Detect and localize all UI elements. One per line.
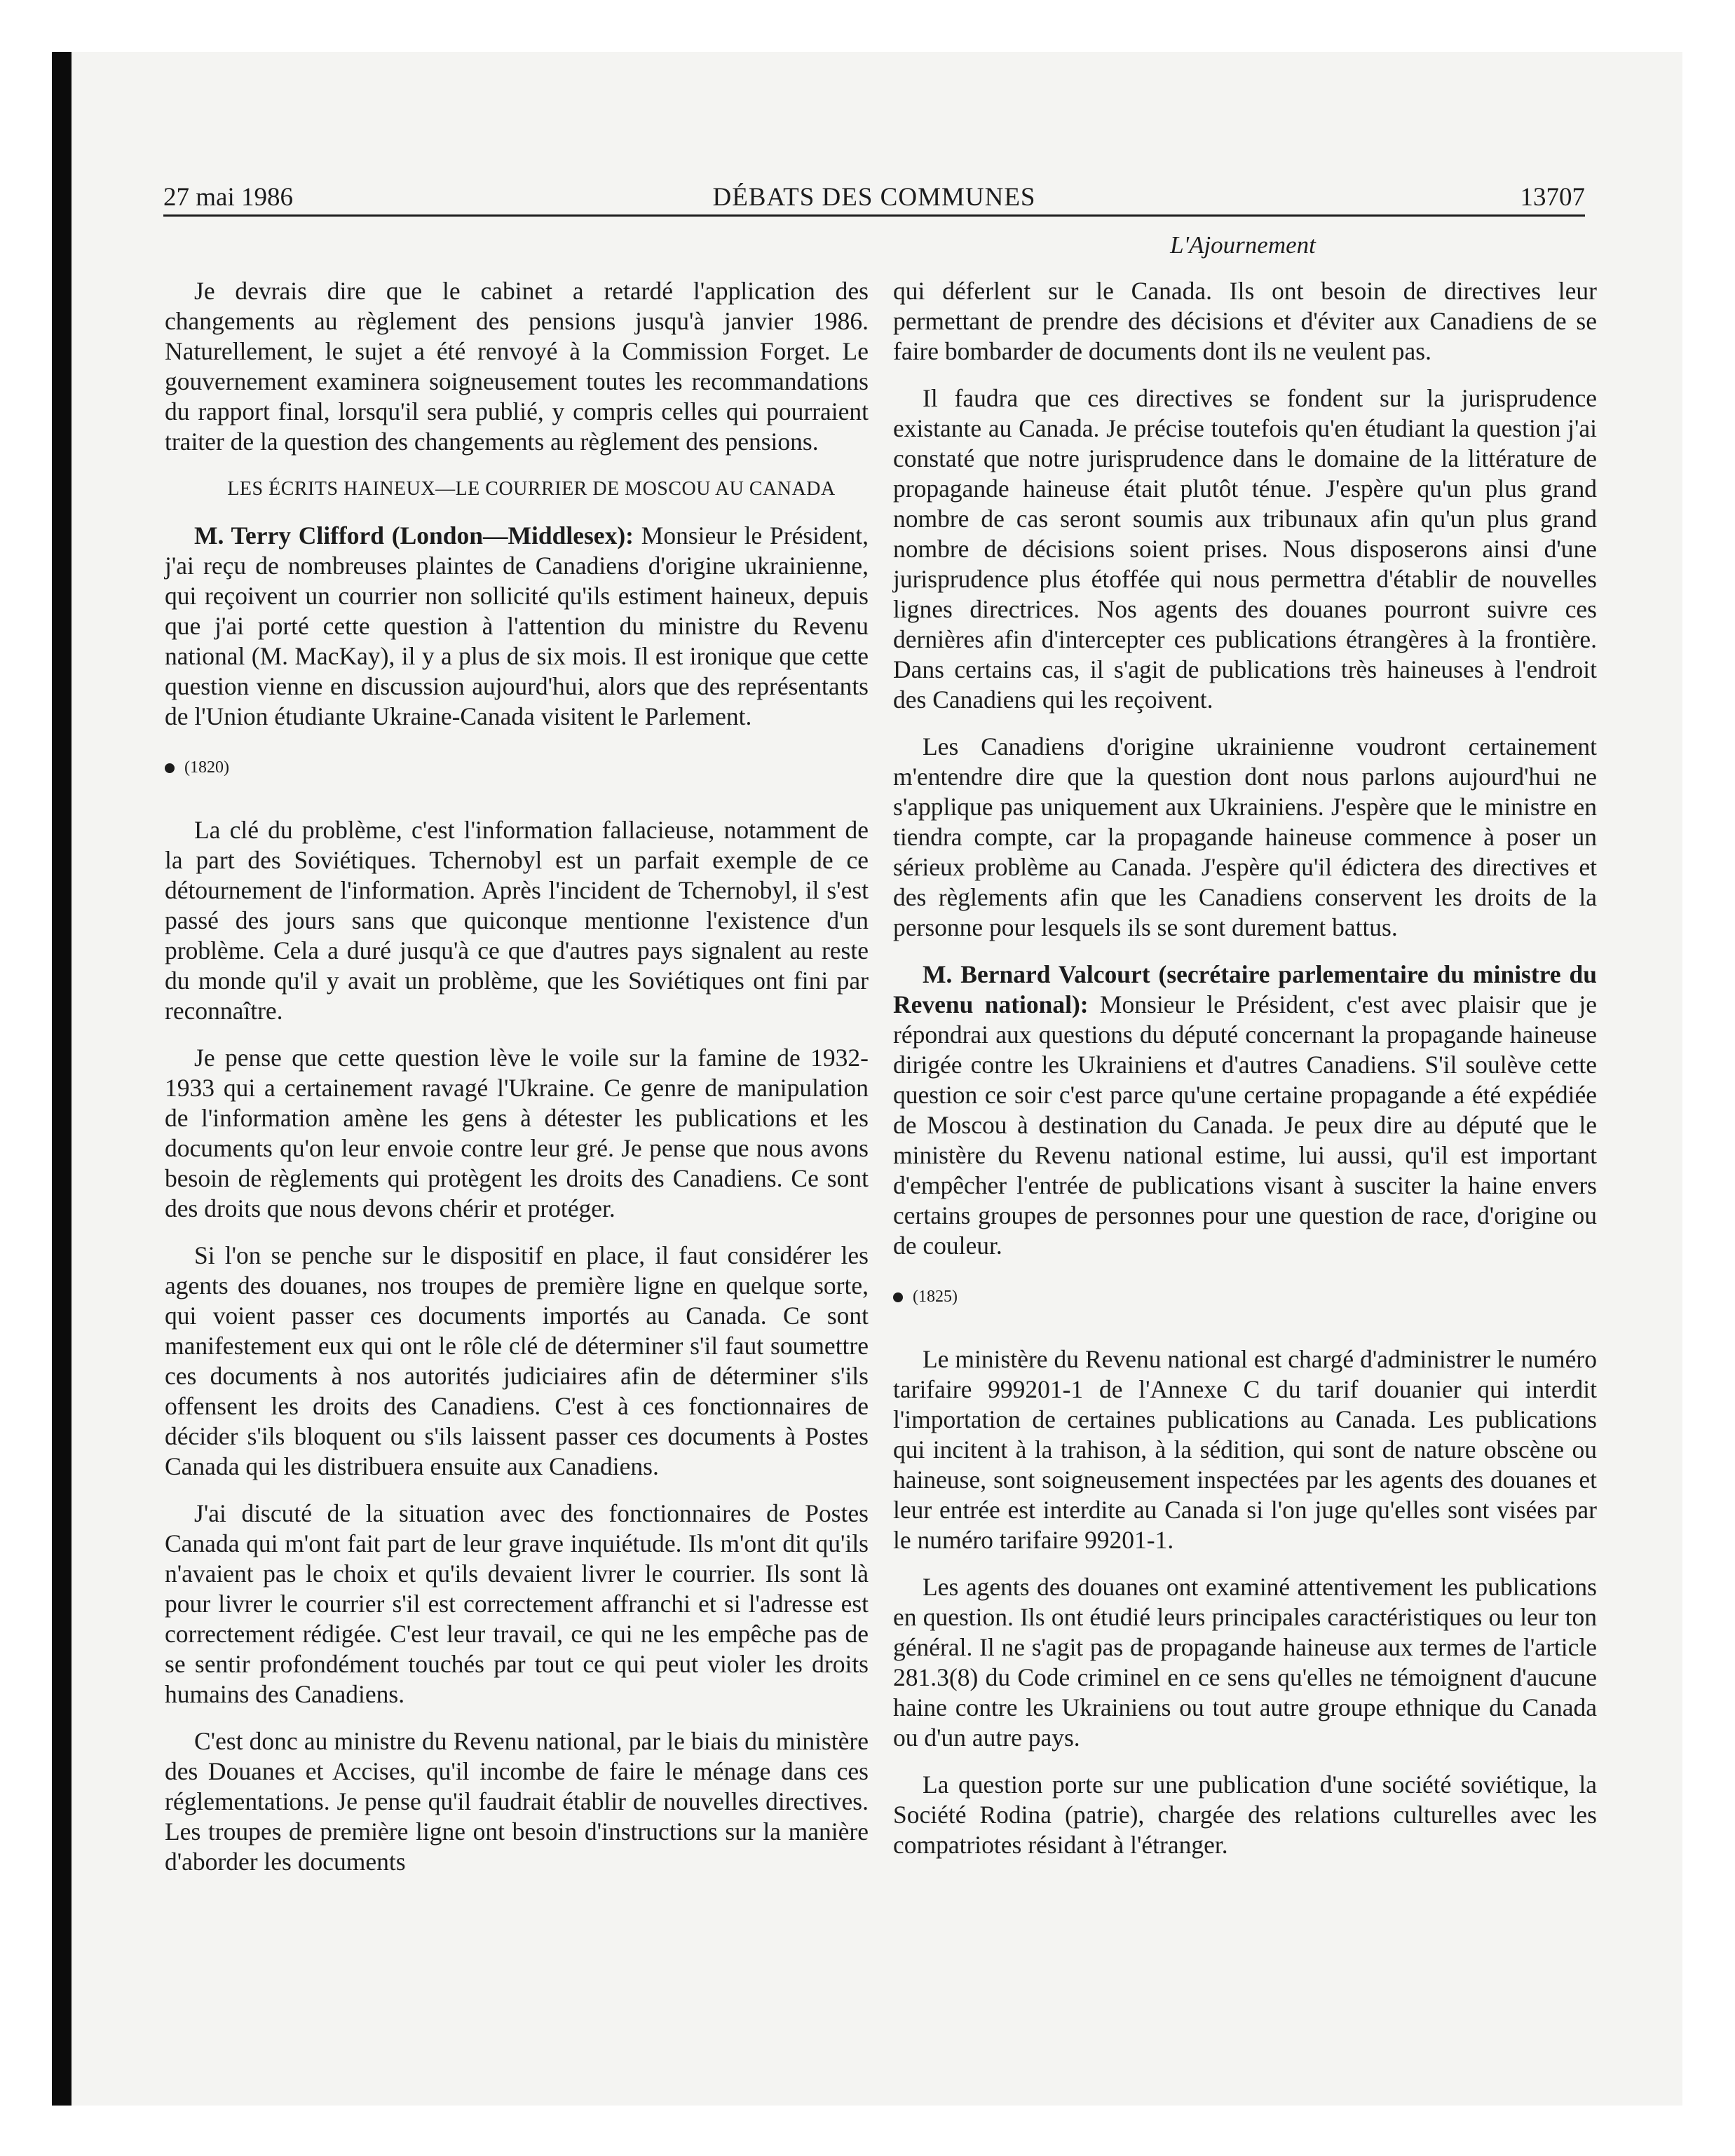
speaker-name: M. Terry Clifford (London—Middlesex): xyxy=(194,521,634,550)
right-paragraph-4 xyxy=(893,960,1597,1261)
right-paragraph-6: Les agents des douanes ont examiné attentivement les publications en question. Ils ont étudié leurs principales caractéristiques ou leur ton général. Il ne s'agit pas de propagande haineuse aux termes de l'article 281.3(8) du Code criminel en ce sens qu'elles ne témoignent d'aucune haine contre les Ukrainiens ou tout autre groupe ethnique du Canada ou d'un autre pays. xyxy=(893,1573,1597,1752)
section-subheading: LES ÉCRITS HAINEUX—LE COURRIER DE MOSCOU AU CANADA xyxy=(227,478,836,500)
section-label: L'Ajournement xyxy=(1170,231,1316,259)
right-paragraph-7: La question porte sur une publication d'une société soviétique, la Société Rodina (patrie), chargée des relations culturelles avec les compatriotes résidant à l'étranger. xyxy=(893,1770,1597,1859)
bullet-icon xyxy=(165,763,175,773)
left-paragraph-5: Si l'on se penche sur le dispositif en place, il faut considérer les agents des douanes, nos troupes de première ligne en quelque sorte, qui voient passer ces documents importés au Canada. Ce sont manifestement eux qui ont le rôle clé de déterminer s'il faut soumettre ces documents à nos autorités judiciaires afin de déterminer s'ils offensent les droits des Canadiens. C'est à ces fonctionnaires de décider s'ils bloquent ou s'ils laissent passer ces documents à Postes Canada qui les distribuera ensuite aux Canadiens. xyxy=(165,1241,869,1480)
header-page-number: 13707 xyxy=(1520,183,1585,212)
left-paragraph-6: J'ai discuté de la situation avec des fonctionnaires de Postes Canada qui m'ont fait part de leur grave inquiétude. Ils m'ont dit qu'ils n'avaient pas le choix et qu'ils devaient livrer le courrier. Ils sont là pour livrer le courrier s'il est correctement affranchi et si l'adresse est correctement rédigée. C'est leur travail, ce qui ne les empêche pas de se sentir profondément touchés par tout ce qui peut violer les droits humains des Canadiens. xyxy=(165,1499,869,1708)
header-publication: DÉBATS DES COMMUNES xyxy=(712,183,1036,212)
speaker-name: M. Bernard Valcourt (secrétaire parlementaire du ministre du Revenu national): xyxy=(893,960,1597,1018)
page-header xyxy=(163,182,1585,217)
right-paragraph-3: Les Canadiens d'origine ukrainienne voudront certainement m'entendre dire que la question dont nous parlons aujourd'hui ne s'applique pas uniquement aux Ukrainiens. J'espère que le ministre en tiendra compte, car la propagande haineuse commence à poser un sérieux problème au Canada. J'espère qu'il édictera des directives et des règlements afin que les Canadiens conservent les droits de la personne pour lesquels ils se sont durement battus. xyxy=(893,732,1597,941)
left-paragraph-3: La clé du problème, c'est l'information fallacieuse, notamment de la part des Soviétiques. Tchernobyl est un parfait exemple de ce détournement de l'information. Après l'incident de Tchernobyl, il s'est passé des jours sans que quiconque mentionne l'existence d'un problème. Cela a duré jusqu'à ce que d'autres pays signalent au reste du monde qu'il y avait un problème, que les Soviétiques ont fini par reconnaître. xyxy=(165,816,869,1025)
header-date: 27 mai 1986 xyxy=(163,183,293,212)
left-paragraph-4: Je pense que cette question lève le voile sur la famine de 1932-1933 qui a certainement ravagé l'Ukraine. Ce genre de manipulation de l'information amène les gens à détester les publications et les documents qu'on leur envoie contre leur gré. Je pense que nous avons besoin de règlements qui protègent les droits des Canadiens. Ce sont des droits que nous devons chérir et protéger. xyxy=(165,1044,869,1222)
left-paragraph-2 xyxy=(165,521,869,732)
right-paragraph-5: Le ministère du Revenu national est chargé d'administrer le numéro tarifaire 999201-1 de l'Annexe C du tarif douanier qui interdit l'importation de certaines publications au Canada. Les publications qui incitent à la trahison, à la sédition, qui sont de nature obscène ou haineuse, sont soigneusement inspectées par les agents des douanes et leur entrée est interdite au Canada si l'on juge qu'elles sont visées par le numéro tarifaire 99201-1. xyxy=(893,1345,1597,1554)
bullet-icon xyxy=(893,1292,903,1302)
left-paragraph-7: C'est donc au ministre du Revenu national, par le biais du ministère des Douanes et Accises, qu'il incombe de faire le ménage dans ces réglementations. Je pense qu'il faudrait établir de nouvelles directives. Les troupes de première ligne ont besoin d'instructions sur la manière d'aborder les documents xyxy=(165,1727,869,1876)
time-stamp xyxy=(165,753,869,783)
left-paragraph-1: Je devrais dire que le cabinet a retardé l'application des changements au règlement des pensions jusqu'à janvier 1986. Naturellement, le sujet a été renvoyé à la Commission Forget. Le gouvernement examinera soigneusement toutes les recommandations du rapport final, lorsqu'il sera publié, y compris celles qui pourraient traiter de la question des changements au règlement des pensions. xyxy=(165,277,869,456)
time-stamp xyxy=(893,1282,1597,1312)
time-stamp-text: (1825) xyxy=(913,1288,958,1306)
speech-text: Monsieur le Président, c'est avec plaisir que je répondrai aux questions du député concernant la propagande haineuse dirigée contre les Ukrainiens et d'autres Canadiens. S'il soulève cette question ce soir c'est parce qu'une certaine propagande a été expédiée de Moscou à destination du Canada. Je peux dire au député que le ministère du Revenu national estime, lui aussi, qu'il est important d'empêcher l'entrée de publications visant à susciter la haine envers certains groupes de personnes pour une question de race, d'origine ou de couleur. xyxy=(893,990,1597,1260)
time-stamp-text: (1820) xyxy=(184,758,229,777)
speech-text: Monsieur le Président, j'ai reçu de nombreuses plaintes de Canadiens d'origine ukrainienne, qui reçoivent un courrier non sollicité qu'ils estiment haineux, depuis que j'ai porté cette question à l'attention du ministre du Revenu national (M. MacKay), il y a plus de six mois. Il est ironique que cette question vienne en discussion aujourd'hui, alors que des représentants de l'Union étudiante Ukraine-Canada visitent le Parlement. xyxy=(165,521,869,730)
binding-edge xyxy=(52,52,72,2106)
right-paragraph-1: qui déferlent sur le Canada. Ils ont besoin de directives leur permettant de prendre des décisions et d'éviter aux Canadiens de se faire bombarder de documents dont ils ne veulent pas. xyxy=(893,277,1597,365)
left-column xyxy=(165,276,869,1894)
right-column xyxy=(893,276,1597,1877)
right-paragraph-2: Il faudra que ces directives se fondent sur la jurisprudence existante au Canada. Je précise toutefois qu'en étudiant la question j'ai constaté que notre jurisprudence dans le domaine de la littérature de propagande haineuse était plutôt ténue. J'espère qu'un plus grand nombre de cas seront soumis aux tribunaux afin qu'un plus grand nombre de décisions soient prises. Nous disposerons ainsi d'une jurisprudence plus étoffée qui nous permettra d'établir de nouvelles lignes directrices. Nos agents des douanes pourront suivre ces dernières afin d'intercepter ces publications étrangères à la frontière. Dans certains cas, il s'agit de publications très haineuses à l'endroit des Canadiens qui les reçoivent. xyxy=(893,384,1597,714)
